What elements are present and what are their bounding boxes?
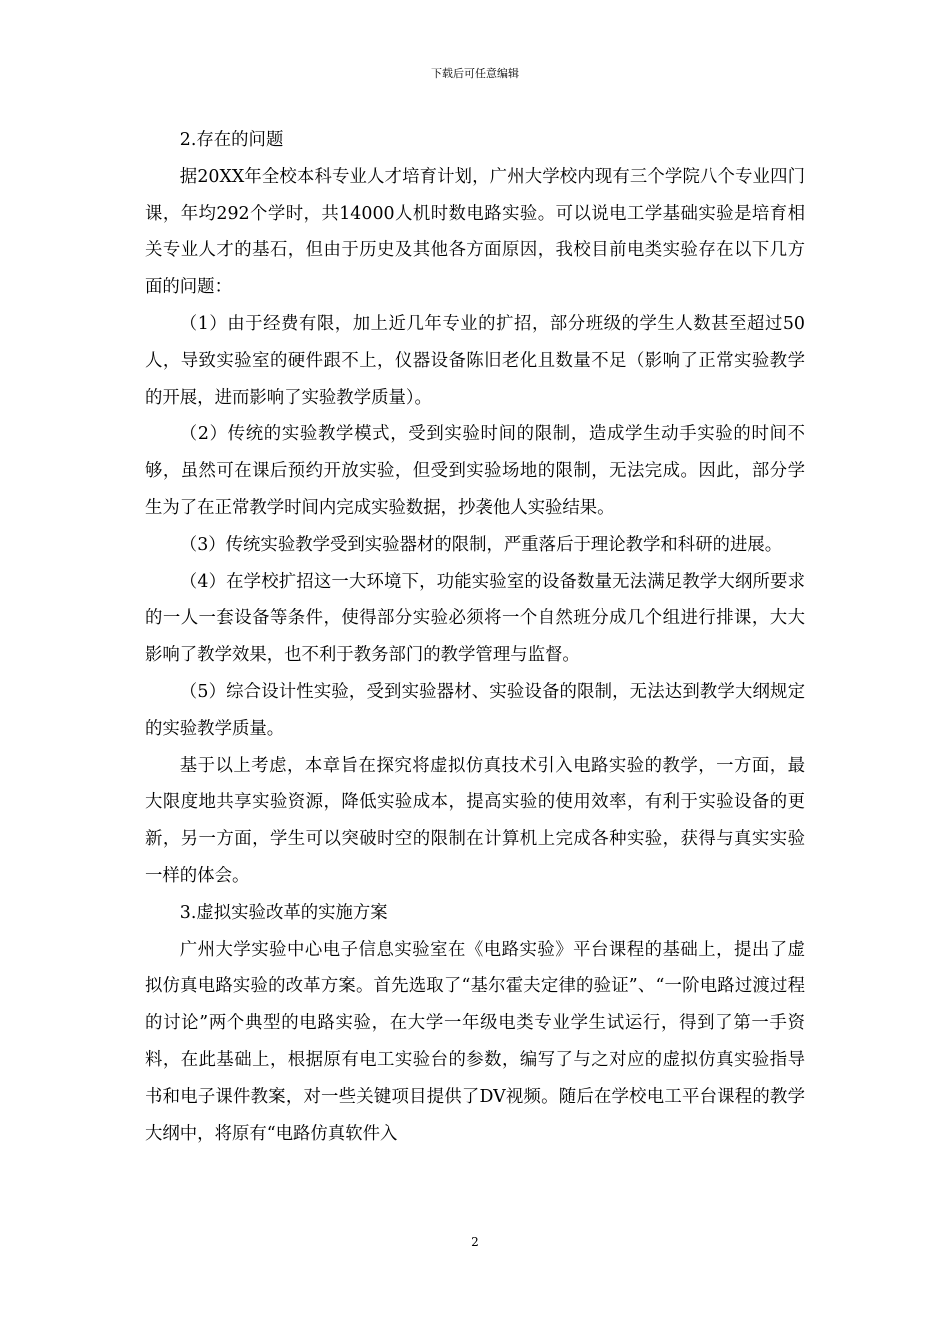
section-heading-problems: 2.存在的问题	[179, 130, 284, 150]
header-note: 下载后可任意编辑	[431, 67, 519, 80]
problem-item-3: （3）传统实验教学受到实验器材的限制，严重落后于理论教学和科研的进展。	[179, 534, 783, 555]
paragraph-intro: 据20XX年全校本科专业人才培育计划，广州大学校内现有三个学院八个专业四门课，年均292个学时，共14000人机时数电路实验。可以说电工学基础实验是培育相关专业人才的基石，但由于历史及其他各方面原因，我校目前电类实验存在以下几方面的问题：	[145, 166, 805, 298]
problem-item-1: （1）由于经费有限，加上近几年专业的扩招，部分班级的学生人数甚至超过50人，导致实验室的硬件跟不上，仪器设备陈旧老化且数量不足（影响了正常实验教学的开展，进而影响了实验教学质量）。	[145, 313, 805, 408]
page-number: 2	[471, 1235, 479, 1249]
problem-item-5: （5）综合设计性实验，受到实验器材、实验设备的限制，无法达到教学大纲规定的实验教学质量。	[145, 681, 805, 739]
body-text	[145, 122, 805, 1152]
paragraph-plan: 广州大学实验中心电子信息实验室在《电路实验》平台课程的基础上，提出了虚拟仿真电路实验的改革方案。首先选取了“基尔霍夫定律的验证”、“一阶电路过渡过程的讨论”两个典型的电路实验，在大学一年级电类专业学生试运行，得到了第一手资料，在此基础上，根据原有电工实验台的参数，编写了与之对应的虚拟仿真实验指导书和电子课件教案，对一些关键项目提供了DV视频。随后在学校电工平台课程的教学大纲中，将原有“电路仿真软件入	[145, 939, 805, 1144]
section-heading-plan: 3.虚拟实验改革的实施方案	[179, 902, 388, 923]
problem-item-2: （2）传统的实验教学模式，受到实验时间的限制，造成学生动手实验的时间不够，虽然可在课后预约开放实验，但受到实验场地的限制，无法完成。因此，部分学生为了在正常教学时间内完成实验数据，抄袭他人实验结果。	[145, 424, 805, 518]
paragraph-conclusion: 基于以上考虑，本章旨在探究将虚拟仿真技术引入电路实验的教学，一方面，最大限度地共享实验资源，降低实验成本，提高实验的使用效率，有利于实验设备的更新，另一方面，学生可以突破时空的限制在计算机上完成各种实验，获得与真实实验一样的体会。	[145, 755, 805, 886]
problem-item-4: （4）在学校扩招这一大环境下，功能实验室的设备数量无法满足教学大纲所要求的一人一套设备等条件，使得部分实验必须将一个自然班分成几个组进行排课，大大影响了教学效果，也不利于教务部门的教学管理与监督。	[145, 571, 805, 666]
